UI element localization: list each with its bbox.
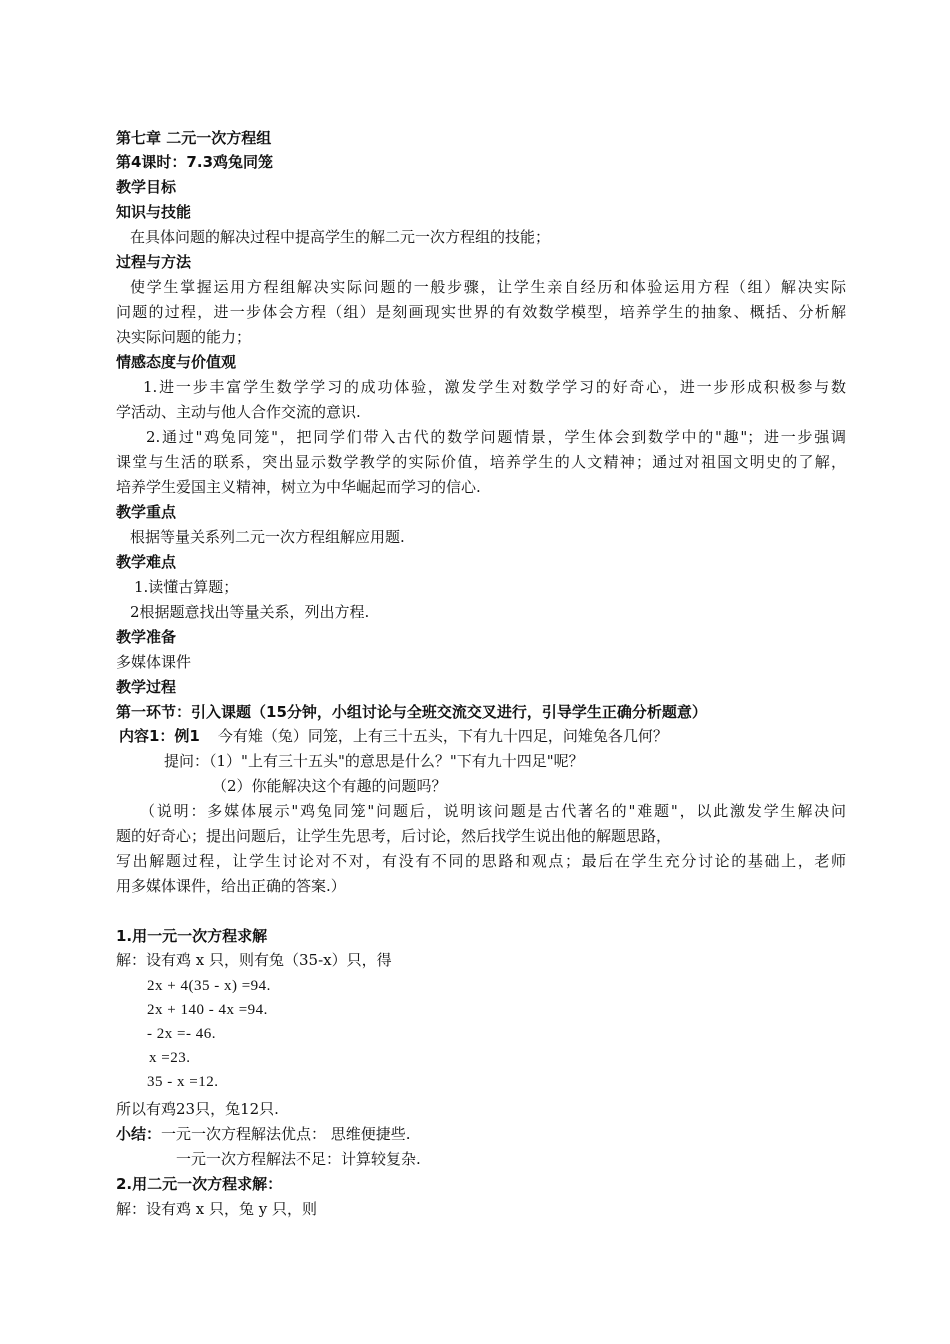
content1-text: 今有雉（兔）同笼，上有三十五头，下有九十四足，问雉兔各几何？ (217, 727, 668, 745)
chapter-title: 第七章 二元一次方程组 (116, 129, 272, 147)
equation-line: 2x + 140 - 4x =94. (147, 1002, 268, 1018)
heading-key-points: 教学重点 (116, 503, 177, 521)
summary-line (116, 1122, 846, 1146)
step1-title: 第一环节：引入课题（15分钟，小组讨论与全班交流交叉进行，引导学生正确分析题意） (116, 703, 707, 721)
heading-preparation: 教学准备 (116, 628, 177, 646)
attitude-line: 2.通过"鸡兔同笼"，把同学们带入古代的数学问题情景，学生体会到数学中的"趣"；进一步强调 (146, 428, 846, 446)
heading-procedure: 教学过程 (116, 678, 177, 696)
attitude-line: 课堂与生活的联系，突出显示数学教学的实际价值，培养学生的人文精神；通过对祖国文明史的了解， (116, 453, 846, 471)
process-line: 使学生掌握运用方程组解决实际问题的一般步骤，让学生亲自经历和体验运用方程（组）解决实际 (130, 278, 846, 296)
difficulty-item: 1.读懂古算题； (134, 578, 239, 596)
heading-method-2: 2.用二元一次方程求解： (116, 1175, 283, 1193)
lesson-title: 第4课时：7.3鸡兔同笼 (116, 153, 274, 171)
heading-method-1: 1.用一元一次方程求解 (116, 927, 268, 945)
method1-answer: 所以有鸡23只，兔12只. (116, 1100, 279, 1118)
heading-attitude-values: 情感态度与价值观 (116, 353, 237, 371)
note-line: 写出解题过程，让学生讨论对不对，有没有不同的思路和观点；最后在学生充分讨论的基础上，老师 (116, 852, 846, 870)
summary-label: 小结： (116, 1125, 162, 1143)
heading-teaching-goals: 教学目标 (116, 178, 177, 196)
heading-process-method: 过程与方法 (116, 253, 192, 271)
method2-setup: 解：设有鸡 x 只，兔 y 只，则 (116, 1200, 318, 1218)
attitude-line: 学活动、主动与他人合作交流的意识. (116, 403, 361, 421)
process-line: 决实际问题的能力； (116, 328, 252, 346)
note-line: （说明：多媒体展示"鸡兔同笼"问题后，说明该问题是古代著名的"难题"，以此激发学生解决问 (140, 802, 846, 820)
question-2: （2）你能解决这个有趣的问题吗？ (212, 777, 447, 795)
equation-line: - 2x =- 46. (147, 1026, 216, 1042)
equation-line: 35 - x =12. (147, 1074, 219, 1090)
preparation-text: 多媒体课件 (116, 653, 192, 671)
attitude-line: 1.进一步丰富学生数学学习的成功体验，激发学生对数学学习的好奇心，进一步形成积极参与数 (143, 378, 846, 396)
equation-line: x =23. (149, 1050, 191, 1066)
process-line: 问题的过程，进一步体会方程（组）是刻画现实世界的有效数学模型，培养学生的抽象、概括、分析解 (116, 303, 846, 321)
question-1: 提问：（1）"上有三十五头"的意思是什么？"下有九十四足"呢？ (164, 752, 584, 770)
note-line: 题的好奇心；提出问题后，让学生先思考，后讨论，然后找学生说出他的解题思路， (116, 827, 672, 845)
note-line: 用多媒体课件，给出正确的答案.） (116, 877, 346, 895)
knowledge-text: 在具体问题的解决过程中提高学生的解二元一次方程组的技能； (130, 228, 551, 246)
content1-label: 内容1：例1 (119, 727, 200, 745)
difficulty-item: 2根据题意找出等量关系，列出方程. (130, 603, 370, 621)
equation-line: 2x + 4(35 - x) =94. (147, 978, 271, 994)
key-points-text: 根据等量关系列二元一次方程组解应用题. (130, 528, 405, 546)
heading-knowledge-skills: 知识与技能 (116, 203, 192, 221)
summary-point: 一元一次方程解法不足：计算较复杂. (176, 1150, 421, 1168)
heading-difficulties: 教学难点 (116, 553, 177, 571)
summary-point: 一元一次方程解法优点： 思维便捷些. (161, 1125, 411, 1143)
attitude-line: 培养学生爱国主义精神，树立为中华崛起而学习的信心. (116, 478, 481, 496)
method1-setup: 解：设有鸡 x 只，则有兔（35-x）只，得 (116, 951, 392, 969)
content1-line (119, 724, 849, 748)
